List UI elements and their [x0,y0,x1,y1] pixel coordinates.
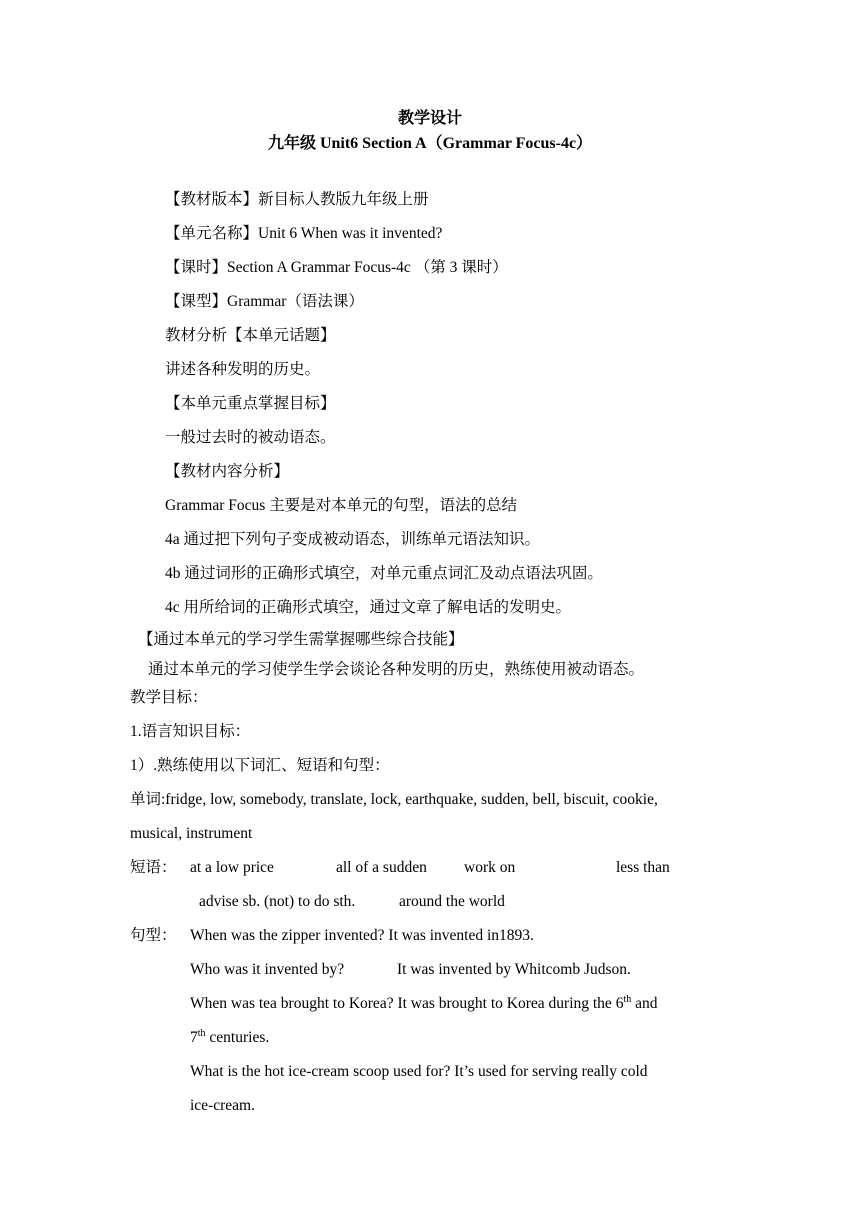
phrase-item: less than [616,859,670,876]
content-heading: 【教材内容分析】 [165,463,290,480]
sentence-pattern: It was invented by Whitcomb Judson. [397,961,631,978]
words-line-continued: musical, instrument [130,825,253,842]
ordinal-suffix: th [623,993,632,1005]
phrase-item: around the world [399,893,505,910]
words-line: 单词:fridge, low, somebody, translate, lock, earthquake, sudden, bell, biscuit, cookie, [130,791,658,808]
sentence-text: centuries. [205,1029,270,1046]
sentences-label: 句型： [130,927,177,944]
objectives-heading: 教学目标： [130,689,208,706]
sentence-pattern-continued [190,1028,269,1048]
ordinal-suffix: th [197,1027,206,1039]
sentence-text: 7 [190,1029,198,1046]
content-item: 4b 通过词形的正确形式填空，对单元重点词汇及动点语法巩固。 [165,565,603,582]
phrases-label: 短语： [130,859,177,876]
vocabulary-subheading: 1）.熟练使用以下词汇、短语和句型： [130,757,390,774]
sentence-pattern-continued: ice-cream. [190,1097,255,1114]
content-item: 4c 用所给词的正确形式填空，通过文章了解电话的发明史。 [165,599,572,616]
period-line: 【课时】Section A Grammar Focus-4c （第 3 课时） [165,259,508,276]
document-subtitle: 九年级 Unit6 Section A（Grammar Focus-4c） [267,135,593,152]
sentence-text: When was tea brought to Korea? It was brought to Korea during the 6 [190,995,624,1012]
content-item: Grammar Focus 主要是对本单元的句型，语法的总结 [165,497,518,514]
edition-line: 【教材版本】新目标人教版九年级上册 [165,191,429,208]
sentence-pattern: Who was it invented by? [190,961,345,978]
document-title: 教学设计 [397,110,462,127]
topic-heading: 教材分析【本单元话题】 [165,327,336,344]
skills-text: 通过本单元的学习使学生学会谈论各种发明的历史，熟练使用被动语态。 [148,661,645,678]
topic-text: 讲述各种发明的历史。 [165,361,321,378]
sentence-pattern: What is the hot ice-cream scoop used for? It’s used for serving really cold [190,1063,648,1080]
sentence-text: and [631,995,658,1012]
sentence-pattern [190,994,730,1014]
content-item: 4a 通过把下列句子变成被动语态，训练单元语法知识。 [165,531,541,548]
phrase-item: at a low price [190,859,274,876]
phrase-item: work on [464,859,516,876]
lesson-type-line: 【课型】Grammar（语法课） [165,293,364,310]
sentence-pattern: When was the zipper invented? It was invented in1893. [190,927,534,944]
skills-heading: 【通过本单元的学习学生需掌握哪些综合技能】 [138,631,464,648]
phrase-item: advise sb. (not) to do sth. [199,893,356,910]
goal-heading: 【本单元重点掌握目标】 [165,395,336,412]
goal-text: 一般过去时的被动语态。 [165,429,336,446]
phrase-item: all of a sudden [336,859,427,876]
language-objective-heading: 1.语言知识目标： [130,723,251,740]
unit-name-line: 【单元名称】Unit 6 When was it invented? [165,225,443,242]
